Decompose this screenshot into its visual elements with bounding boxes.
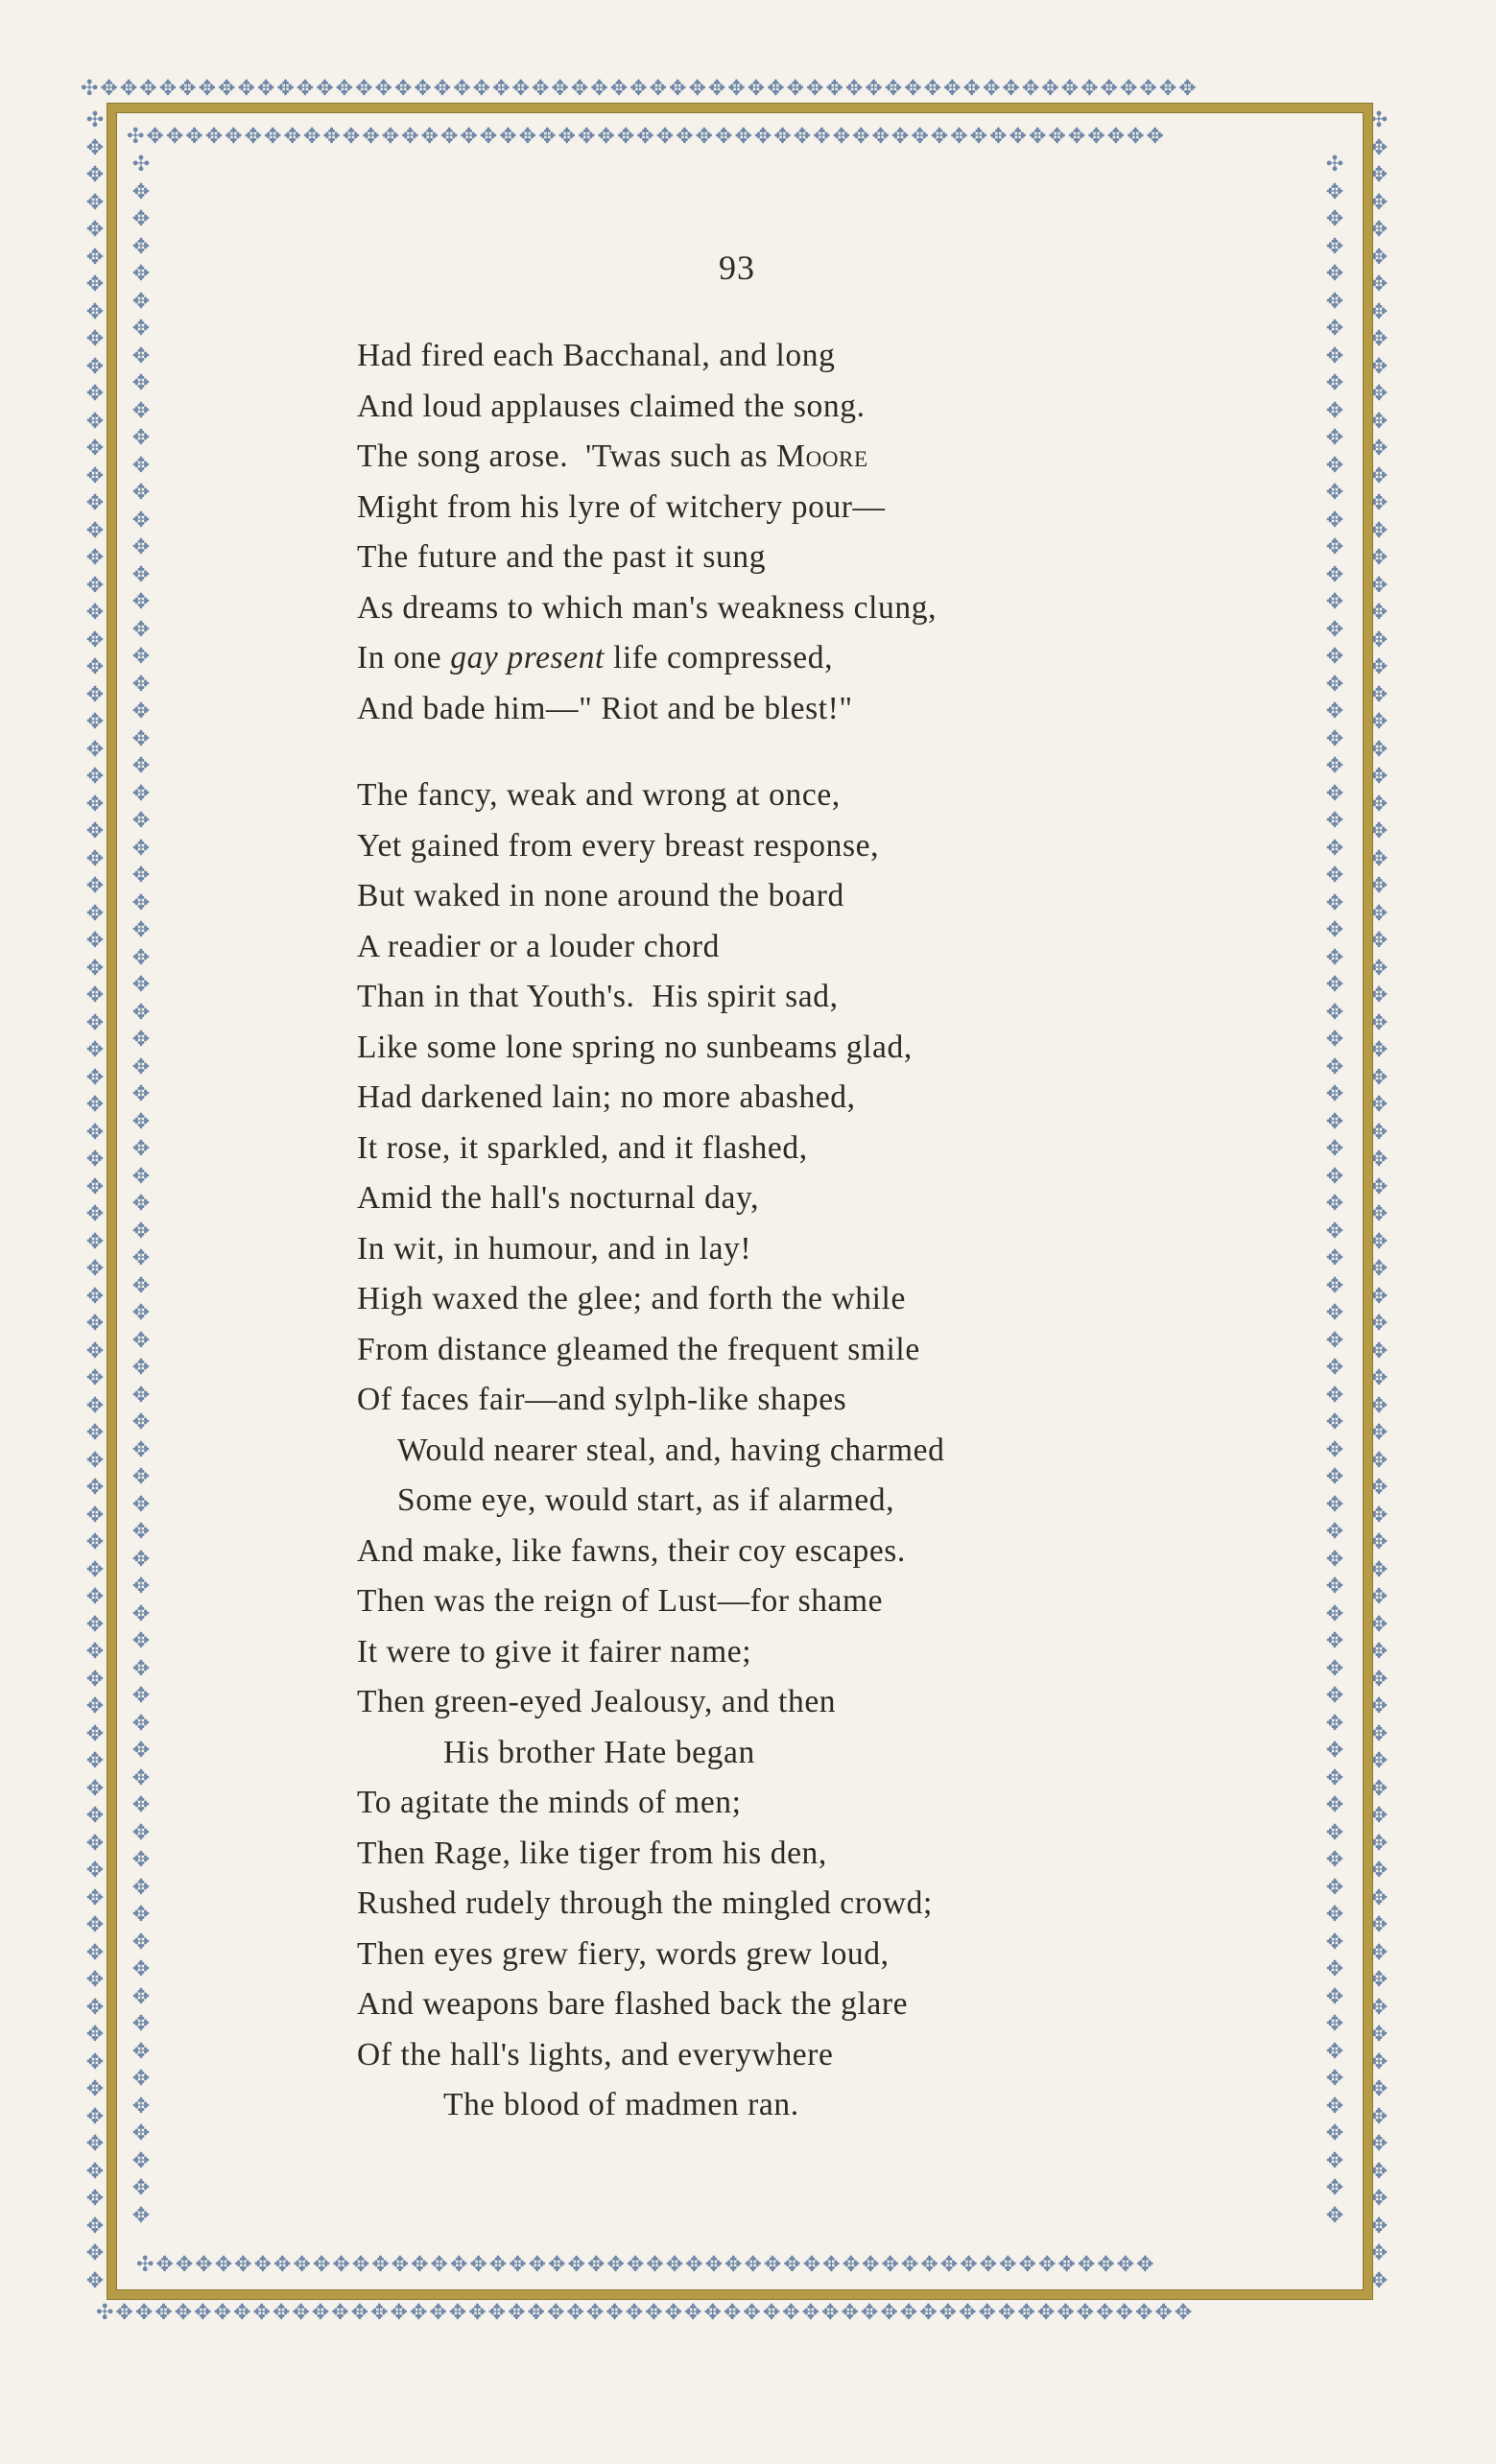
poem-line: It rose, it sparkled, and it flashed, xyxy=(357,1129,808,1166)
poem-line: Would nearer steal, and, having charmed xyxy=(397,1432,945,1468)
poem-line: To agitate the minds of men; xyxy=(357,1785,742,1820)
poem-line: Then was the reign of Lust—for shame xyxy=(357,1583,884,1619)
border-left-outer: ✣✥✥✥✥✥✥✥✥✥✥✥✥✥✥✥✥✥✥✥✥✥✥✥✥✥✥✥✥✥✥✥✥✥✥✥✥✥✥✥✥✥✥✥✥✥✥✥✥✥✥✥✥✥✥✥✥✥✥✥✥✥✥✥✥✥✥✥✥✥✥✥✥✥✥✥✥✥✥✥ xyxy=(85,108,105,2293)
border-bottom-outer: ✣✥✥✥✥✥✥✥✥✥✥✥✥✥✥✥✥✥✥✥✥✥✥✥✥✥✥✥✥✥✥✥✥✥✥✥✥✥✥✥✥✥✥✥✥✥✥✥✥✥✥✥✥✥✥✥ xyxy=(96,2303,1195,2325)
poem-line: Then Rage, like tiger from his den, xyxy=(357,1835,827,1871)
border-top-outer: ✣✥✥✥✥✥✥✥✥✥✥✥✥✥✥✥✥✥✥✥✥✥✥✥✥✥✥✥✥✥✥✥✥✥✥✥✥✥✥✥✥✥✥✥✥✥✥✥✥✥✥✥✥✥✥✥✥ xyxy=(81,79,1199,101)
poem-line: Some eye, would start, as if alarmed, xyxy=(397,1482,895,1518)
border-top-inner: ✣✥✥✥✥✥✥✥✥✥✥✥✥✥✥✥✥✥✥✥✥✥✥✥✥✥✥✥✥✥✥✥✥✥✥✥✥✥✥✥✥✥✥✥✥✥✥✥✥✥✥✥✥ xyxy=(127,127,1166,149)
poem-line: Rushed rudely through the mingled crowd; xyxy=(357,1885,933,1921)
poem-line: Might from his lyre of witchery pour— xyxy=(357,488,886,525)
poem-line: It were to give it fairer name; xyxy=(357,1633,752,1670)
poem-line: Of faces fair—and sylph-like shapes xyxy=(357,1382,847,1417)
poem-text xyxy=(357,331,944,2131)
stanza-2 xyxy=(357,770,944,2131)
poem-line: Then eyes grew fiery, words grew loud, xyxy=(357,1935,890,1972)
border-left-inner: ✣✥✥✥✥✥✥✥✥✥✥✥✥✥✥✥✥✥✥✥✥✥✥✥✥✥✥✥✥✥✥✥✥✥✥✥✥✥✥✥✥✥✥✥✥✥✥✥✥✥✥✥✥✥✥✥✥✥✥✥✥✥✥✥✥✥✥✥✥✥✥✥✥✥✥✥ xyxy=(131,153,151,2228)
poem-line: Of the hall's lights, and everywhere xyxy=(357,2036,834,2073)
poem-line-part: In one xyxy=(357,640,451,675)
poem-line: But waked in none around the board xyxy=(357,878,844,913)
poem-line: Than in that Youth's. His spirit sad, xyxy=(357,979,839,1014)
poem-line-part: life compressed, xyxy=(604,640,834,675)
poem-line: His brother Hate began xyxy=(443,1734,755,1770)
poem-line: Had darkened lain; no more abashed, xyxy=(357,1079,856,1115)
poem-line: Like some lone spring no sunbeams glad, xyxy=(357,1029,913,1065)
poem-line: Had fired each Bacchanal, and long xyxy=(357,338,836,373)
page-number: 93 xyxy=(719,249,755,287)
poem-line xyxy=(357,432,944,483)
poet-name: Moore xyxy=(776,438,868,474)
border-right-inner: ✣✥✥✥✥✥✥✥✥✥✥✥✥✥✥✥✥✥✥✥✥✥✥✥✥✥✥✥✥✥✥✥✥✥✥✥✥✥✥✥✥✥✥✥✥✥✥✥✥✥✥✥✥✥✥✥✥✥✥✥✥✥✥✥✥✥✥✥✥✥✥✥✥✥✥✥ xyxy=(1325,153,1344,2228)
border-bottom-inner: ✣✥✥✥✥✥✥✥✥✥✥✥✥✥✥✥✥✥✥✥✥✥✥✥✥✥✥✥✥✥✥✥✥✥✥✥✥✥✥✥✥✥✥✥✥✥✥✥✥✥✥✥ xyxy=(136,2255,1156,2277)
poem-line: The fancy, weak and wrong at once, xyxy=(357,777,841,813)
poem-line: High waxed the glee; and forth the while xyxy=(357,1281,906,1316)
poem-line: Yet gained from every breast response, xyxy=(357,827,880,864)
poem-line: And weapons bare flashed back the glare xyxy=(357,1986,909,2022)
stanza-break xyxy=(357,734,944,770)
poem-line: A readier or a louder chord xyxy=(357,928,721,964)
poem-line: Then green-eyed Jealousy, and then xyxy=(357,1684,837,1719)
poem-line: And make, like fawns, their coy escapes. xyxy=(357,1532,906,1569)
poem-line: As dreams to which man's weakness clung, xyxy=(357,589,938,626)
poem-line: In wit, in humour, and in lay! xyxy=(357,1230,752,1267)
poem-line xyxy=(357,633,944,684)
poem-line: And loud applauses claimed the song. xyxy=(357,388,866,424)
italic-phrase: gay present xyxy=(450,640,605,675)
border-right-outer: ✣✥✥✥✥✥✥✥✥✥✥✥✥✥✥✥✥✥✥✥✥✥✥✥✥✥✥✥✥✥✥✥✥✥✥✥✥✥✥✥✥✥✥✥✥✥✥✥✥✥✥✥✥✥✥✥✥✥✥✥✥✥✥✥✥✥✥✥✥✥✥✥✥✥✥✥✥✥✥✥ xyxy=(1369,108,1389,2293)
poem-line: From distance gleamed the frequent smile xyxy=(357,1331,920,1367)
poem-line: The blood of madmen ran. xyxy=(443,2087,799,2122)
poem-line: And bade him—" Riot and be blest!" xyxy=(357,690,853,726)
poem-line-part: The song arose. 'Twas such as xyxy=(357,438,777,474)
poem-line: Amid the hall's nocturnal day, xyxy=(357,1180,760,1216)
stanza-1 xyxy=(357,331,944,734)
poem-line: The future and the past it sung xyxy=(357,539,767,575)
